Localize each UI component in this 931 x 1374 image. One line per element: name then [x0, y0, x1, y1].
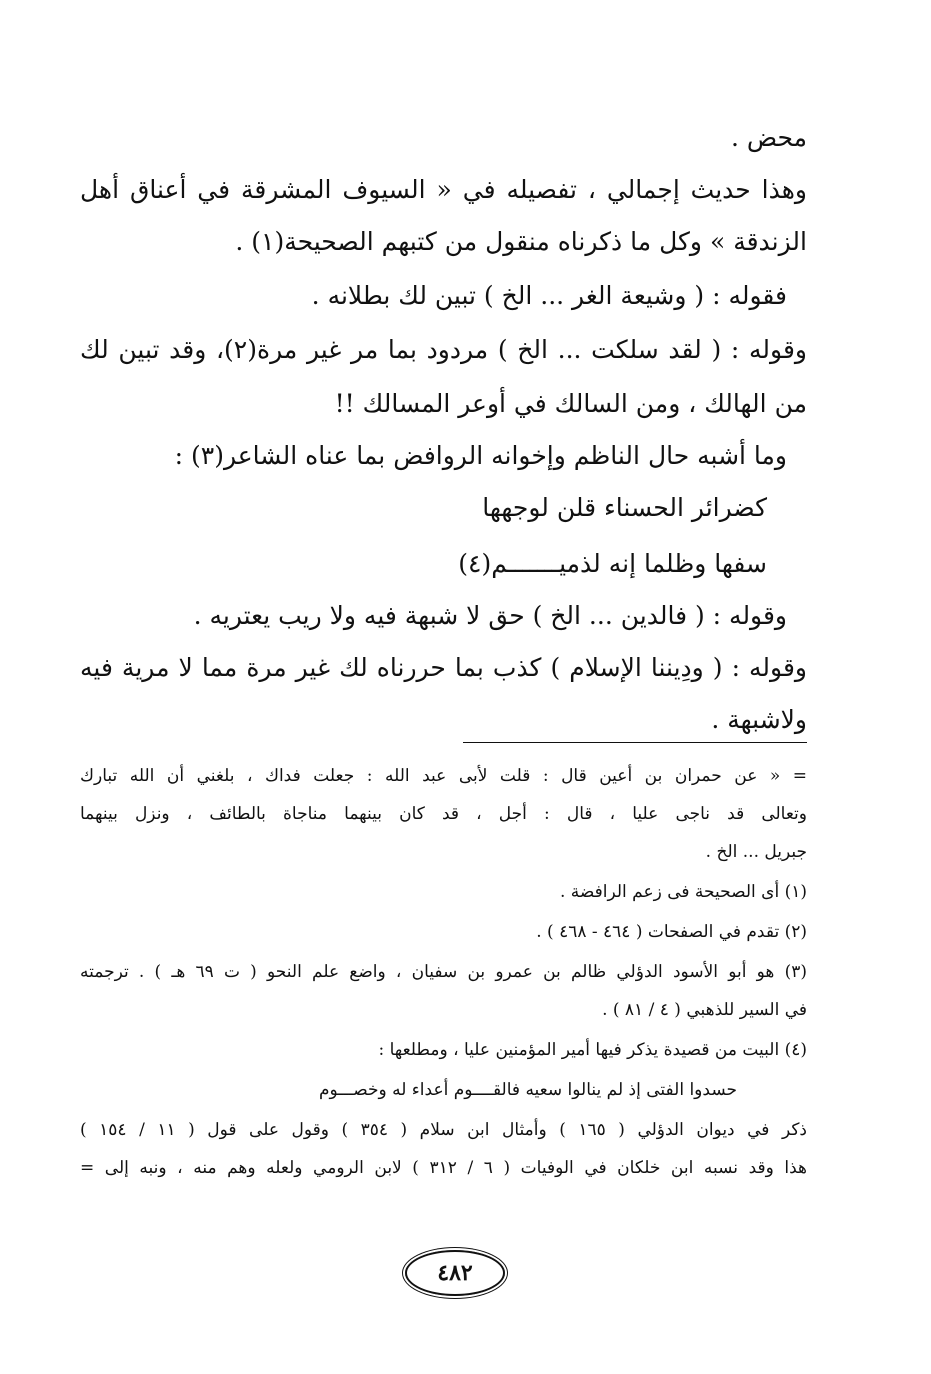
text-line: وقوله : ( ودِيننا الإسلام ) كذب بما حررناه لك غير مرة مما لا مرية فيه — [80, 653, 807, 682]
footnote-verse: حسدوا الفتى إذ لم ينالوا سعيه فالقــــوم أعداء له وخصـــوم — [319, 1080, 737, 1100]
footnote-divider — [463, 742, 807, 743]
text-line: وما أشبه حال الناظم وإخوانه الروافض بما عناه الشاعر(٣) : — [174, 441, 787, 470]
verse-line-1: كضرائر الحسناء قلن لوجهها — [482, 493, 767, 522]
text-line: الزندقة » وكل ما ذكرناه منقول من كتبهم الصحيحة(١) . — [235, 227, 807, 256]
text-line: من الهالك ، ومن السالك في أوعر المسالك !! — [334, 389, 807, 418]
text-line: وهذا حديث إجمالي ، تفصيله في « السيوف المشرقة في أعناق أهل — [80, 175, 807, 204]
footnote-line: ذكر في ديوان الدؤلي ( ١٦٥ ) وأمثال ابن سلام ( ٣٥٤ ) وقول على قول ( ١١ / ١٥٤ ) — [80, 1120, 807, 1140]
text-line: فقوله : ( وشيعة الغر ... الخ ) تبين لك بطلانه . — [311, 281, 787, 310]
footnote-line: في السير للذهبي ( ٤ / ٨١ ) . — [602, 1000, 807, 1020]
footnote-line: هذا وقد نسبه ابن خلكان في الوفيات ( ٦ / ٣١٢ ) لابن الرومي ولعله وهم منه ، ونبه إلى = — [80, 1158, 807, 1178]
footnote-4: (٤) البيت من قصيدة يذكر فيها أمير المؤمنين عليا ، ومطلعها : — [378, 1040, 807, 1060]
footnote-line: جبريل ... الخ . — [705, 842, 807, 862]
footnote-line: وتعالى قد ناجى عليا ، قال : أجل ، قد كان بينهما مناجاة بالطائف ، ونزل بينهما — [80, 804, 807, 824]
text-line: وقوله : ( لقد سلكت ... الخ ) مردود بما مر غير مرة(٢)، وقد تبين لك — [80, 335, 807, 364]
footnote-3: (٣) هو أبو الأسود الدؤلي ظالم بن عمرو بن سفيان ، واضع علم النحو ( ت ٦٩ هـ ) . ترجمته — [80, 962, 807, 982]
page-number-ornament — [405, 1250, 505, 1296]
text-line: وقوله : ( فالدين ... الخ ) حق لا شبهة فيه ولا ريب يعتريه . — [193, 601, 787, 630]
page-number: ٤٨٢ — [437, 1260, 473, 1286]
text-line: محض . — [730, 123, 807, 152]
footnote-1: (١) أى الصحيحة فى زعم الرافضة . — [559, 882, 807, 902]
text-line: ولاشبهة . — [711, 705, 807, 734]
footnote-2: (٢) تقدم في الصفحات ( ٤٦٤ - ٤٦٨ ) . — [536, 922, 807, 942]
verse-line-2: سفها وظلما إنه لذميـــــــم(٤) — [458, 549, 767, 578]
footnote-line: = « عن حمران بن أعين قال : قلت لأبى عبد الله : جعلت فداك ، بلغني أن الله تبارك — [80, 766, 807, 786]
